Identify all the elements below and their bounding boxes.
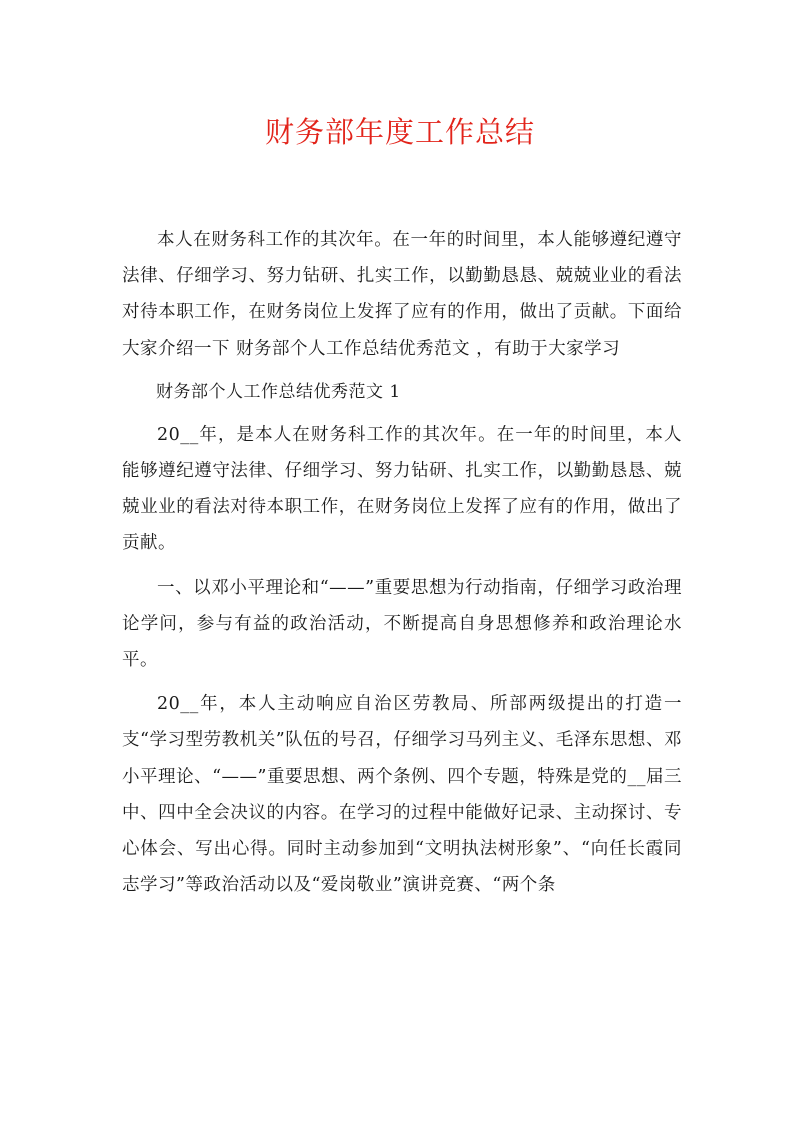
document-body xyxy=(122,222,682,903)
section-heading: 财务部个人工作总结优秀范文 1 xyxy=(156,381,401,402)
body-paragraph: 一、以邓小平理论和“——”重要思想为行动指南，仔细学习政治理论学问，参与有益的政治活动，不断提高自身思想修养和政治理论水平。 xyxy=(122,577,682,671)
intro-paragraph: 本人在财务科工作的其次年。在一年的时间里，本人能够遵纪遵守法律、仔细学习、努力钻研、扎实工作，以勤勤恳恳、兢兢业业的看法对待本职工作，在财务岗位上发挥了应有的作用，做出了贡献。下面给大家介绍一下 财务部个人工作总结优秀范文 ，有助于大家学习 xyxy=(122,230,682,359)
body-paragraph: 20__年，是本人在财务科工作的其次年。在一年的时间里，本人能够遵纪遵守法律、仔细学习、努力钻研、扎实工作，以勤勤恳恳、兢兢业业的看法对待本职工作，在财务岗位上发挥了应有的作用，做出了贡献。 xyxy=(122,424,682,554)
body-paragraph: 20__年，本人主动响应自治区劳教局、所部两级提出的打造一支“学习型劳教机关”队伍的号召，仔细学习马列主义、毛泽东思想、邓小平理论、“——”重要思想、两个条例、四个专题，特殊是党的__届三中、四中全会决议的内容。在学习的过程中能做好记录、主动探讨、专心体会、写出心得。同时主动参加到“文明执法树形象”、“向任长霞同志学习”等政治活动以及“爱岗敬业”演讲竞赛、“两个条 xyxy=(122,694,682,896)
document-title: 财务部年度工作总结 xyxy=(264,115,535,149)
